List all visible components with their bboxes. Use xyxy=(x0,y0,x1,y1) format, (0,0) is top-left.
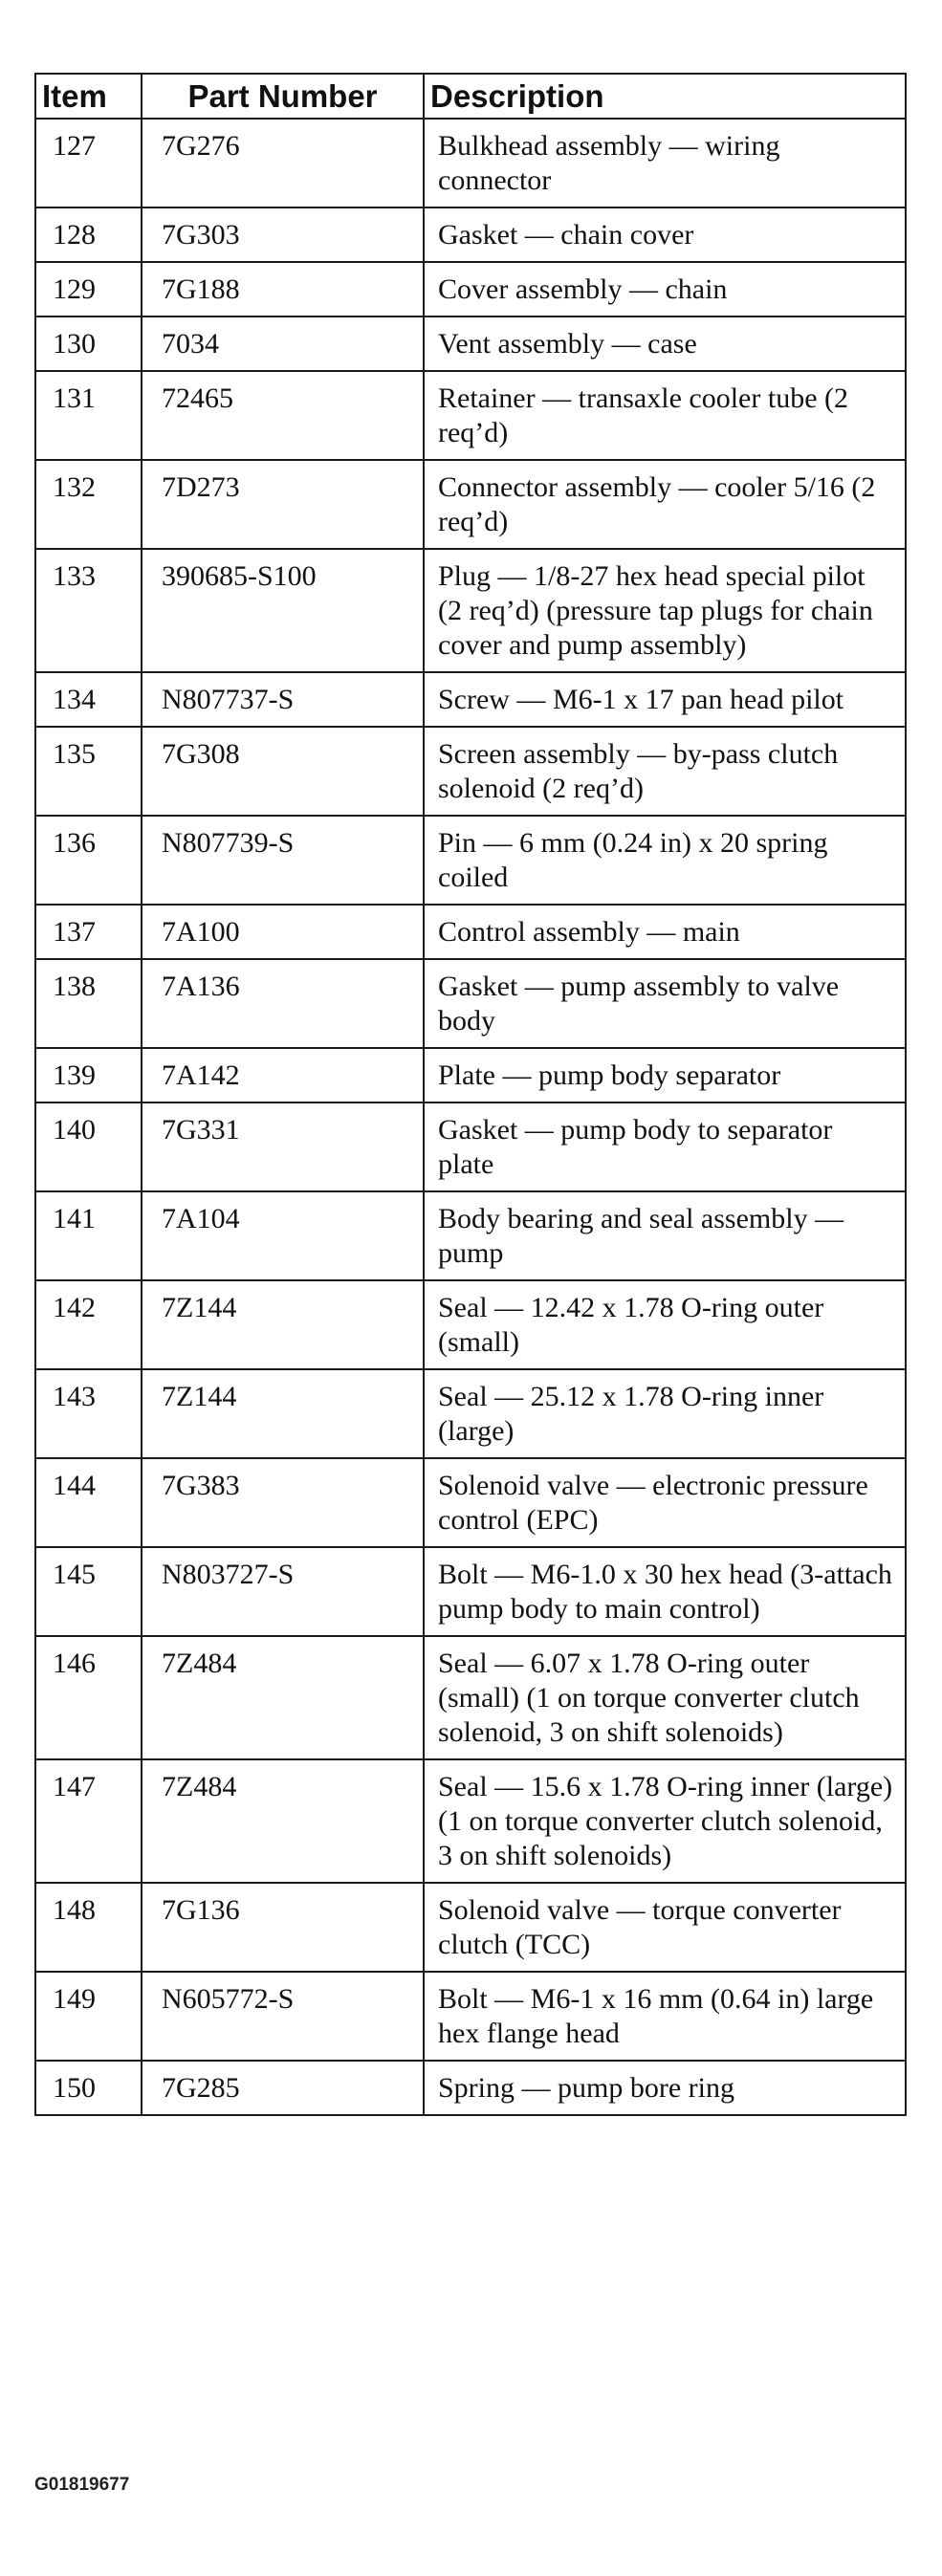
table-row xyxy=(35,727,906,816)
item-cell: 142 xyxy=(35,1280,142,1369)
description-cell: Plug — 1/8-27 hex head special pilot (2 req’d) (pressure tap plugs for chain cover and pump assembly) xyxy=(424,549,906,672)
table-row xyxy=(35,959,906,1048)
description-cell: Bolt — M6-1.0 x 30 hex head (3-attach pump body to main control) xyxy=(424,1547,906,1636)
item-cell: 129 xyxy=(35,262,142,317)
description-cell: Pin — 6 mm (0.24 in) x 20 spring coiled xyxy=(424,816,906,905)
part-number-cell: 7G303 xyxy=(142,207,424,262)
item-cell: 146 xyxy=(35,1636,142,1759)
description-cell: Retainer — transaxle cooler tube (2 req’d) xyxy=(424,371,906,460)
item-cell: 139 xyxy=(35,1048,142,1102)
item-cell: 147 xyxy=(35,1759,142,1883)
description-cell: Seal — 15.6 x 1.78 O-ring inner (large) (1 on torque converter clutch solenoid, 3 on shift solenoids) xyxy=(424,1759,906,1883)
description-cell: Seal — 12.42 x 1.78 O-ring outer (small) xyxy=(424,1280,906,1369)
part-number-cell: 72465 xyxy=(142,371,424,460)
item-cell: 138 xyxy=(35,959,142,1048)
table-row xyxy=(35,317,906,371)
table-row xyxy=(35,1759,906,1883)
table-row xyxy=(35,1883,906,1972)
item-cell: 130 xyxy=(35,317,142,371)
table-row xyxy=(35,207,906,262)
item-cell: 148 xyxy=(35,1883,142,1972)
description-cell: Cover assembly — chain xyxy=(424,262,906,317)
part-number-cell: 7G308 xyxy=(142,727,424,816)
part-number-cell: 7Z144 xyxy=(142,1369,424,1458)
item-cell: 136 xyxy=(35,816,142,905)
part-number-cell: 7G331 xyxy=(142,1102,424,1191)
part-number-cell: 7A100 xyxy=(142,905,424,959)
part-number-cell: 7Z484 xyxy=(142,1759,424,1883)
description-cell: Bulkhead assembly — wiring connector xyxy=(424,119,906,207)
part-number-cell: 7A136 xyxy=(142,959,424,1048)
description-cell: Screen assembly — by-pass clutch solenoid (2 req’d) xyxy=(424,727,906,816)
part-number-cell: N803727-S xyxy=(142,1547,424,1636)
table-row xyxy=(35,119,906,207)
part-number-cell: 7G188 xyxy=(142,262,424,317)
item-cell: 143 xyxy=(35,1369,142,1458)
table-row xyxy=(35,905,906,959)
description-cell: Seal — 25.12 x 1.78 O-ring inner (large) xyxy=(424,1369,906,1458)
item-cell: 135 xyxy=(35,727,142,816)
table-row xyxy=(35,1636,906,1759)
description-cell: Body bearing and seal assembly — pump xyxy=(424,1191,906,1280)
description-cell: Gasket — chain cover xyxy=(424,207,906,262)
item-column-header: Item xyxy=(35,74,142,119)
item-cell: 131 xyxy=(35,371,142,460)
table-row xyxy=(35,1191,906,1280)
description-cell: Seal — 6.07 x 1.78 O-ring outer (small) (1 on torque converter clutch solenoid, 3 on shift solenoids) xyxy=(424,1636,906,1759)
item-cell: 141 xyxy=(35,1191,142,1280)
table-body xyxy=(35,119,906,2115)
table-row xyxy=(35,1280,906,1369)
description-cell: Screw — M6-1 x 17 pan head pilot xyxy=(424,672,906,727)
part-number-cell: 7034 xyxy=(142,317,424,371)
part-number-cell: N605772-S xyxy=(142,1972,424,2061)
table-row xyxy=(35,1972,906,2061)
description-cell: Gasket — pump assembly to valve body xyxy=(424,959,906,1048)
table-row xyxy=(35,549,906,672)
item-cell: 127 xyxy=(35,119,142,207)
description-cell: Plate — pump body separator xyxy=(424,1048,906,1102)
item-cell: 132 xyxy=(35,460,142,549)
description-cell: Control assembly — main xyxy=(424,905,906,959)
table-row xyxy=(35,2061,906,2115)
table-row xyxy=(35,460,906,549)
item-cell: 128 xyxy=(35,207,142,262)
part-number-cell: 7G276 xyxy=(142,119,424,207)
item-cell: 134 xyxy=(35,672,142,727)
part-number-cell: 7A104 xyxy=(142,1191,424,1280)
part-number-cell: 7Z484 xyxy=(142,1636,424,1759)
item-cell: 149 xyxy=(35,1972,142,2061)
table-row xyxy=(35,1048,906,1102)
part-number-cell: 7G285 xyxy=(142,2061,424,2115)
table-row xyxy=(35,1547,906,1636)
table-header xyxy=(35,74,906,119)
table-row xyxy=(35,672,906,727)
parts-table xyxy=(34,73,907,2116)
part-number-cell: 7Z144 xyxy=(142,1280,424,1369)
item-cell: 145 xyxy=(35,1547,142,1636)
part-number-cell: N807739-S xyxy=(142,816,424,905)
part-number-column-header: Part Number xyxy=(142,74,424,119)
table-row xyxy=(35,1102,906,1191)
description-column-header: Description xyxy=(424,74,906,119)
table-row xyxy=(35,262,906,317)
figure-code: G01819677 xyxy=(34,2475,130,2495)
item-cell: 137 xyxy=(35,905,142,959)
table-row xyxy=(35,816,906,905)
part-number-cell: 7D273 xyxy=(142,460,424,549)
description-cell: Bolt — M6-1 x 16 mm (0.64 in) large hex flange head xyxy=(424,1972,906,2061)
description-cell: Solenoid valve — electronic pressure control (EPC) xyxy=(424,1458,906,1547)
header-row xyxy=(35,74,906,119)
description-cell: Solenoid valve — torque converter clutch (TCC) xyxy=(424,1883,906,1972)
part-number-cell: 390685-S100 xyxy=(142,549,424,672)
table-row xyxy=(35,1458,906,1547)
description-cell: Vent assembly — case xyxy=(424,317,906,371)
table-row xyxy=(35,371,906,460)
part-number-cell: 7G383 xyxy=(142,1458,424,1547)
item-cell: 140 xyxy=(35,1102,142,1191)
description-cell: Connector assembly — cooler 5/16 (2 req’d) xyxy=(424,460,906,549)
part-number-cell: N807737-S xyxy=(142,672,424,727)
description-cell: Gasket — pump body to separator plate xyxy=(424,1102,906,1191)
item-cell: 150 xyxy=(35,2061,142,2115)
table-row xyxy=(35,1369,906,1458)
description-cell: Spring — pump bore ring xyxy=(424,2061,906,2115)
part-number-cell: 7A142 xyxy=(142,1048,424,1102)
item-cell: 144 xyxy=(35,1458,142,1547)
part-number-cell: 7G136 xyxy=(142,1883,424,1972)
item-cell: 133 xyxy=(35,549,142,672)
